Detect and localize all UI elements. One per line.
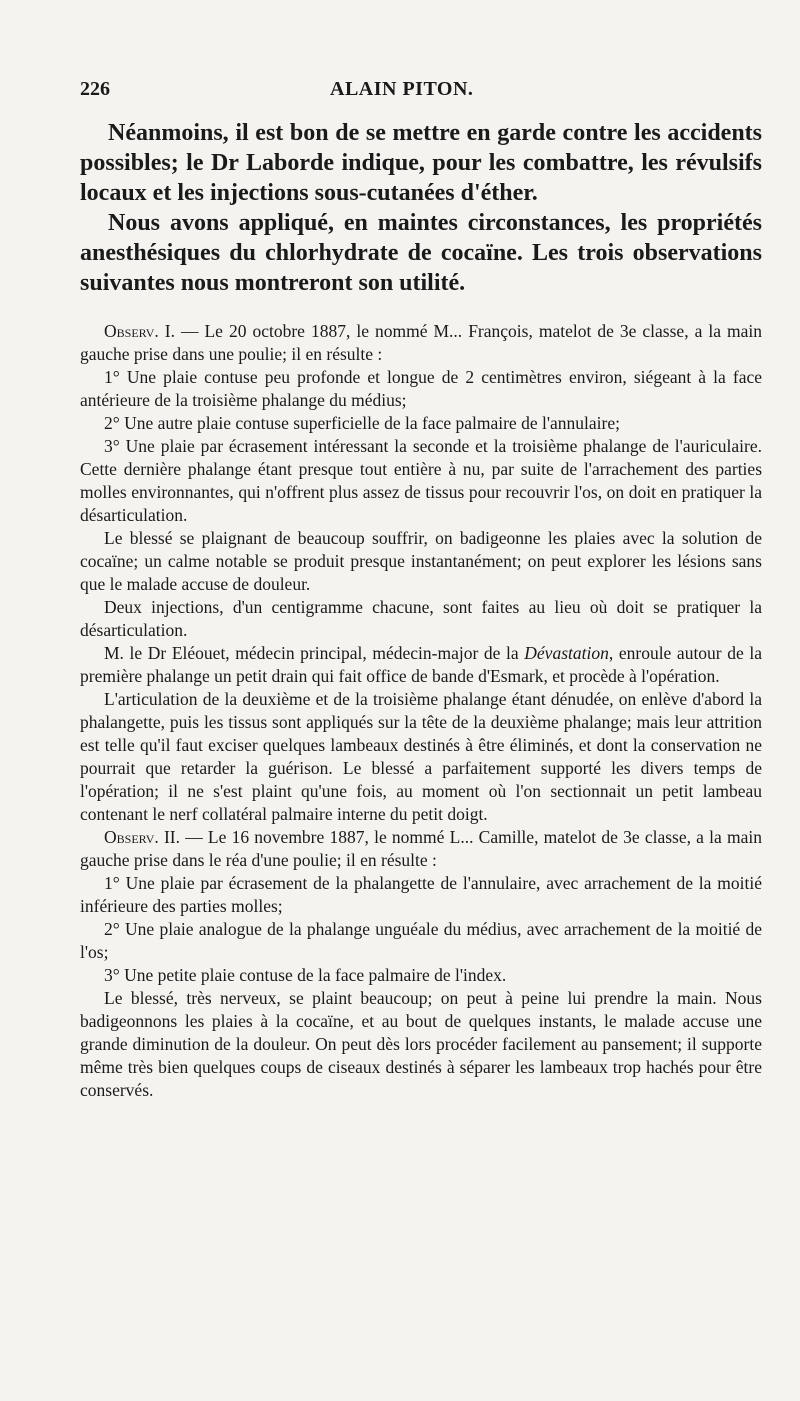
page-header — [80, 78, 762, 114]
ship-name: Dévastation — [524, 643, 609, 663]
page-number: 226 — [80, 78, 110, 100]
surgeon-paragraph — [80, 642, 762, 688]
observation-title: Observ. I. — [104, 321, 175, 341]
observation-item: 2° Une plaie analogue de la phalange unguéale du médius, avec arrachement de la moitié de l'os; — [80, 919, 762, 962]
running-head: ALAIN PITON. — [330, 78, 474, 100]
observation-opening-text: — Le 20 octobre 1887, le nommé M... François, matelot de 3e classe, a la main gauche prise dans une poulie; il en résulte : — [80, 321, 762, 364]
observation-paragraph: Le blessé, très nerveux, se plaint beaucoup; on peut à peine lui prendre la main. Nous badigeonnons les plaies à la cocaïne, et au bout de quelques instants, le malade accuse une grande diminution de la douleur. On peut dès lors procéder facilement au pansement; il supporte même très bien quelques coups de ciseaux destinés à séparer les lambeaux trop hachés pour être conservés. — [80, 988, 762, 1100]
observation-opening-text: — Le 16 novembre 1887, le nommé L... Camille, matelot de 3e classe, a la main gauche prise dans le réa d'une poulie; il en résulte : — [80, 827, 763, 870]
intro-section — [80, 118, 762, 298]
observation-paragraph: L'articulation de la deuxième et de la troisième phalange étant dénudée, on enlève d'abord la phalangette, puis les tissus sont appliqués sur la tête de la deuxième phalange; mais leur attrition est telle qu'il faut exciser quelques lambeaux destinés à être éliminés, et dont la conservation ne pourrait que retarder la guérison. Le blessé a parfaitement supporté les divers temps de l'opération; il ne s'est plaint qu'une fois, au moment où l'on sectionnait un petit lambeau contenant le nerf collatéral palmaire interne du petit doigt. — [80, 689, 762, 824]
intro-paragraph: Nous avons appliqué, en maintes circonstances, les propriétés anesthésiques du chlorhydrate de cocaïne. Les trois observations suivantes nous montreront son utilité. — [80, 210, 762, 296]
observation-item: 1° Une plaie contuse peu profonde et longue de 2 centimètres environ, siégeant à la face antérieure de la troisième phalange du médius; — [80, 367, 762, 410]
observation-title: Observ. II. — [104, 827, 180, 847]
observation-item: 2° Une autre plaie contuse superficielle de la face palmaire de l'annulaire; — [104, 413, 620, 433]
observation-item: 3° Une plaie par écrasement intéressant la seconde et la troisième phalange de l'auriculaire. Cette dernière phalange étant presque tout entière à nu, par suite de l'arrachement des parties molles environnantes, qui n'offrent plus assez de tissus pour recouvrir l'os, on doit en pratiquer la désarticulation. — [80, 436, 762, 525]
observation-paragraph: Deux injections, d'un centigramme chacune, sont faites au lieu où doit se pratiquer la désarticulation. — [80, 597, 762, 640]
observation-item: 1° Une plaie par écrasement de la phalangette de l'annulaire, avec arrachement de la moitié inférieure des parties molles; — [80, 873, 762, 916]
observation-paragraph: Le blessé se plaignant de beaucoup souffrir, on badigeonne les plaies avec la solution de cocaïne; un calme notable se produit presque instantanément; on peut explorer les lésions sans que le malade accuse de douleur. — [80, 528, 762, 594]
surgeon-text-before: M. le Dr Eléouet, médecin principal, médecin-major de la — [104, 643, 525, 663]
observation-2-opening — [80, 826, 762, 872]
observation-1-opening — [80, 320, 762, 366]
observations-section — [80, 320, 762, 1102]
observation-item: 3° Une petite plaie contuse de la face palmaire de l'index. — [104, 965, 507, 985]
surgeon-text-after: , enroule autour de la première phalange un petit drain qui fait office de bande d'Esmark, et procède à l'opération. — [80, 643, 763, 686]
intro-paragraph: Néanmoins, il est bon de se mettre en garde contre les accidents possibles; le Dr Laborde indique, pour les combattre, les révulsifs locaux et les injections sous-cutanées d'éther. — [80, 120, 762, 206]
